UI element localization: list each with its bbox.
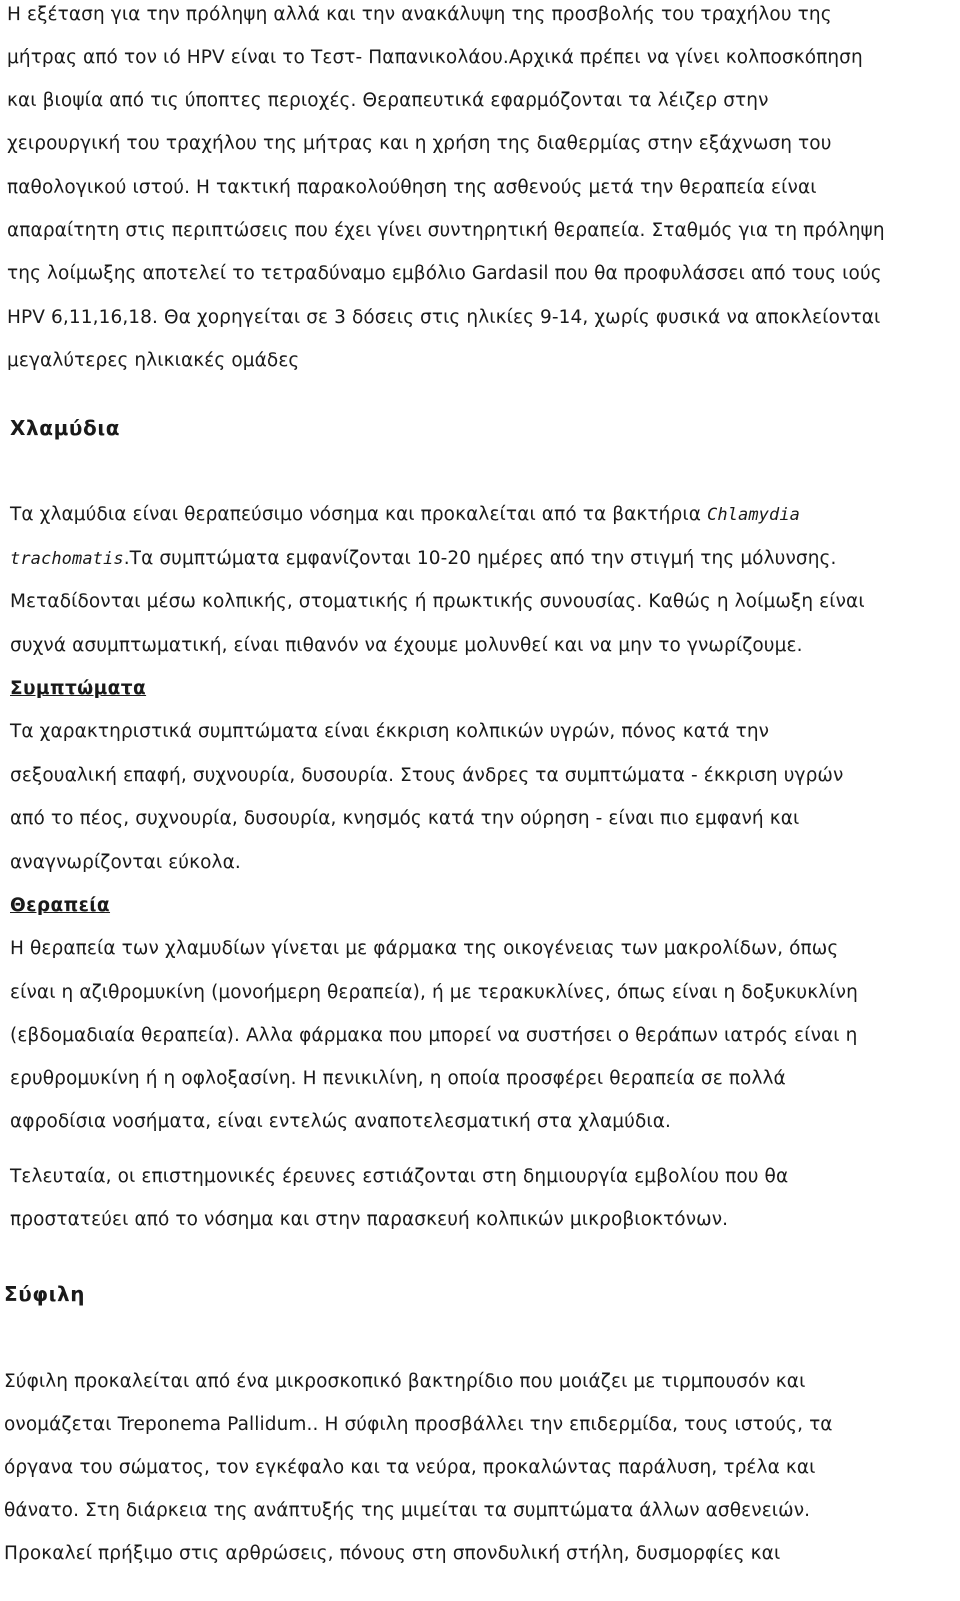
- text-line: Η εξέταση για την πρόληψη αλλά και την ανακάλυψη της προσβολής του τραχήλου της: [7, 4, 832, 25]
- text-line: [10, 548, 836, 570]
- text-line: χειρουργική του τραχήλου της μήτρας και η χρήση της διαθερμίας στην εξάχνωση του: [7, 133, 832, 154]
- species-name: Chlamydia: [706, 505, 800, 525]
- text-line: Τελευταία, οι επιστημονικές έρευνες εστιάζονται στη δημιουργία εμβολίου που θα: [10, 1166, 789, 1187]
- text-line: ερυθρομυκίνη ή η οφλοξασίνη. Η πενικιλίνη, η οποία προσφέρει θεραπεία σε πολλά: [10, 1068, 786, 1089]
- subheading-treatment: Θεραπεία: [10, 895, 111, 916]
- text-line: Μεταδίδονται μέσω κολπικής, στοματικής ή πρωκτικής συνουσίας. Καθώς η λοίμωξη είναι: [10, 591, 865, 612]
- text-line: Τα χαρακτηριστικά συμπτώματα είναι έκκριση κολπικών υγρών, πόνος κατά την: [10, 721, 770, 742]
- text-line: συχνά ασυμπτωματική, είναι πιθανόν να έχουμε μολυνθεί και να μην το γνωρίζουμε.: [10, 635, 803, 656]
- text-line: HPV 6,11,16,18. Θα χορηγείται σε 3 δόσεις στις ηλικίες 9-14, χωρίς φυσικά να αποκλείονται: [7, 307, 881, 328]
- text-line: Προκαλεί πρήξιμο στις αρθρώσεις, πόνους στη σπονδυλική στήλη, δυσμορφίες και: [4, 1543, 781, 1564]
- text-line: Η θεραπεία των χλαμυδίων γίνεται με φάρμακα της οικογένειας των μακρολίδων, όπως: [10, 938, 839, 959]
- text-line: παθολογικού ιστού. Η τακτική παρακολούθηση της ασθενούς μετά την θεραπεία είναι: [7, 177, 817, 198]
- text-line: ονομάζεται Treponema Pallidum.. Η σύφιλη προσβάλλει την επιδερμίδα, τους ιστούς, τα: [4, 1414, 833, 1435]
- text-line: Σύφιλη προκαλείται από ένα μικροσκοπικό βακτηρίδιο που μοιάζει με τιρμπουσόν και: [4, 1371, 806, 1392]
- text-line: θάνατο. Στη διάρκεια της ανάπτυξής της μιμείται τα συμπτώματα άλλων ασθενειών.: [4, 1500, 811, 1521]
- text-line: απαραίτητη στις περιπτώσεις που έχει γίνει συντηρητική θεραπεία. Σταθμός για τη πρόληψη: [7, 220, 885, 241]
- text-line: σεξουαλική επαφή, συχνουρία, δυσουρία. Στους άνδρες τα συμπτώματα - έκκριση υγρών: [10, 765, 844, 786]
- section-heading-chlamydia: Χλαμύδια: [10, 416, 121, 440]
- text-line: (εβδομαδιαία θεραπεία). Αλλα φάρμακα που μπορεί να συστήσει ο θεράπων ιατρός είναι η: [10, 1025, 858, 1046]
- species-name: trachomatis: [10, 549, 124, 569]
- text-line: αφροδίσια νοσήματα, είναι εντελώς αναποτελεσματική στα χλαμύδια.: [10, 1111, 671, 1132]
- text-line: προστατεύει από το νόσημα και στην παρασκευή κολπικών μικροβιοκτόνων.: [10, 1209, 729, 1230]
- text-line: αναγνωρίζονται εύκολα.: [10, 852, 241, 873]
- text-run: Τα χλαμύδια είναι θεραπεύσιμο νόσημα και προκαλείται από τα βακτήρια: [10, 504, 707, 525]
- text-line: από το πέος, συχνουρία, δυσουρία, κνησμός κατά την ούρηση - είναι πιο εμφανή και: [10, 808, 800, 829]
- subheading-symptoms: Συμπτώματα: [10, 678, 147, 699]
- text-run: .Τα συμπτώματα εμφανίζονται 10-20 ημέρες από την στιγμή της μόλυνσης.: [123, 548, 837, 569]
- text-line: είναι η αζιθρομυκίνη (μονοήμερη θεραπεία), ή με τερακυκλίνες, όπως είναι η δοξυκυκλίνη: [10, 982, 858, 1003]
- text-line: μεγαλύτερες ηλικιακές ομάδες: [7, 350, 300, 371]
- text-line: μήτρας από τον ιό HPV είναι το Τεστ- Παπανικολάου.Αρχικά πρέπει να γίνει κολποσκόπηση: [7, 47, 863, 68]
- section-heading-syphilis: Σύφιλη: [4, 1282, 86, 1306]
- text-line: και βιοψία από τις ύποπτες περιοχές. Θεραπευτικά εφαρμόζονται τα λέιζερ στην: [7, 90, 769, 111]
- text-line: της λοίμωξης αποτελεί το τετραδύναμο εμβόλιο Gardasil που θα προφυλάσσει από τους ιούς: [7, 263, 882, 284]
- text-line: όργανα του σώματος, τον εγκέφαλο και τα νεύρα, προκαλώντας παράλυση, τρέλα και: [4, 1457, 816, 1478]
- text-line: [10, 504, 800, 526]
